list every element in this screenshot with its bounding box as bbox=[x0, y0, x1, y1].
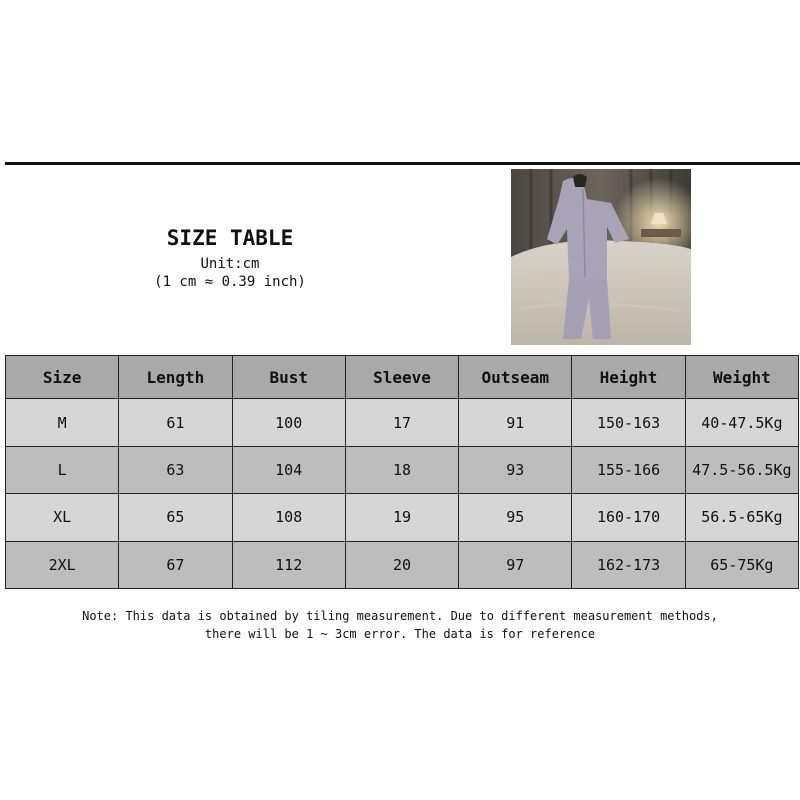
header-sleeve: Sleeve bbox=[345, 356, 458, 399]
unit-conversion: (1 cm ≈ 0.39 inch) bbox=[154, 274, 306, 290]
cell-outseam: 97 bbox=[459, 541, 572, 588]
unit-label: Unit:cm bbox=[200, 256, 260, 272]
table-header-row bbox=[6, 356, 799, 399]
cell-weight: 65-75Kg bbox=[685, 541, 798, 588]
header-height: Height bbox=[572, 356, 685, 399]
header-outseam: Outseam bbox=[459, 356, 572, 399]
cell-size: 2XL bbox=[6, 541, 119, 588]
size-table-title: SIZE TABLE bbox=[166, 226, 294, 250]
size-table bbox=[5, 355, 799, 589]
table-row bbox=[6, 541, 799, 588]
header-length: Length bbox=[119, 356, 232, 399]
cell-sleeve: 17 bbox=[345, 399, 458, 446]
cell-outseam: 91 bbox=[459, 399, 572, 446]
cell-bust: 104 bbox=[232, 446, 345, 493]
cell-outseam: 95 bbox=[459, 494, 572, 541]
cell-sleeve: 18 bbox=[345, 446, 458, 493]
cell-height: 162-173 bbox=[572, 541, 685, 588]
table-row bbox=[6, 399, 799, 446]
top-divider bbox=[5, 162, 800, 165]
cell-height: 150-163 bbox=[572, 399, 685, 446]
cell-height: 155-166 bbox=[572, 446, 685, 493]
measurement-note bbox=[40, 607, 760, 643]
cell-length: 61 bbox=[119, 399, 232, 446]
cell-weight: 56.5-65Kg bbox=[685, 494, 798, 541]
cell-bust: 112 bbox=[232, 541, 345, 588]
cell-height: 160-170 bbox=[572, 494, 685, 541]
cell-sleeve: 19 bbox=[345, 494, 458, 541]
cell-size: XL bbox=[6, 494, 119, 541]
table-row bbox=[6, 494, 799, 541]
title-block bbox=[110, 226, 350, 290]
cell-length: 67 bbox=[119, 541, 232, 588]
cell-weight: 40-47.5Kg bbox=[685, 399, 798, 446]
cell-length: 65 bbox=[119, 494, 232, 541]
header-size: Size bbox=[6, 356, 119, 399]
cell-size: M bbox=[6, 399, 119, 446]
cell-bust: 100 bbox=[232, 399, 345, 446]
note-line-1: Note: This data is obtained by tiling measurement. Due to different measurement methods, bbox=[82, 609, 718, 623]
cell-weight: 47.5-56.5Kg bbox=[685, 446, 798, 493]
header-bust: Bust bbox=[232, 356, 345, 399]
table-row bbox=[6, 446, 799, 493]
cell-sleeve: 20 bbox=[345, 541, 458, 588]
cell-outseam: 93 bbox=[459, 446, 572, 493]
header-weight: Weight bbox=[685, 356, 798, 399]
product-photo bbox=[511, 169, 691, 345]
cell-size: L bbox=[6, 446, 119, 493]
cell-bust: 108 bbox=[232, 494, 345, 541]
cell-length: 63 bbox=[119, 446, 232, 493]
note-line-2: there will be 1 ~ 3cm error. The data is for reference bbox=[204, 627, 596, 641]
